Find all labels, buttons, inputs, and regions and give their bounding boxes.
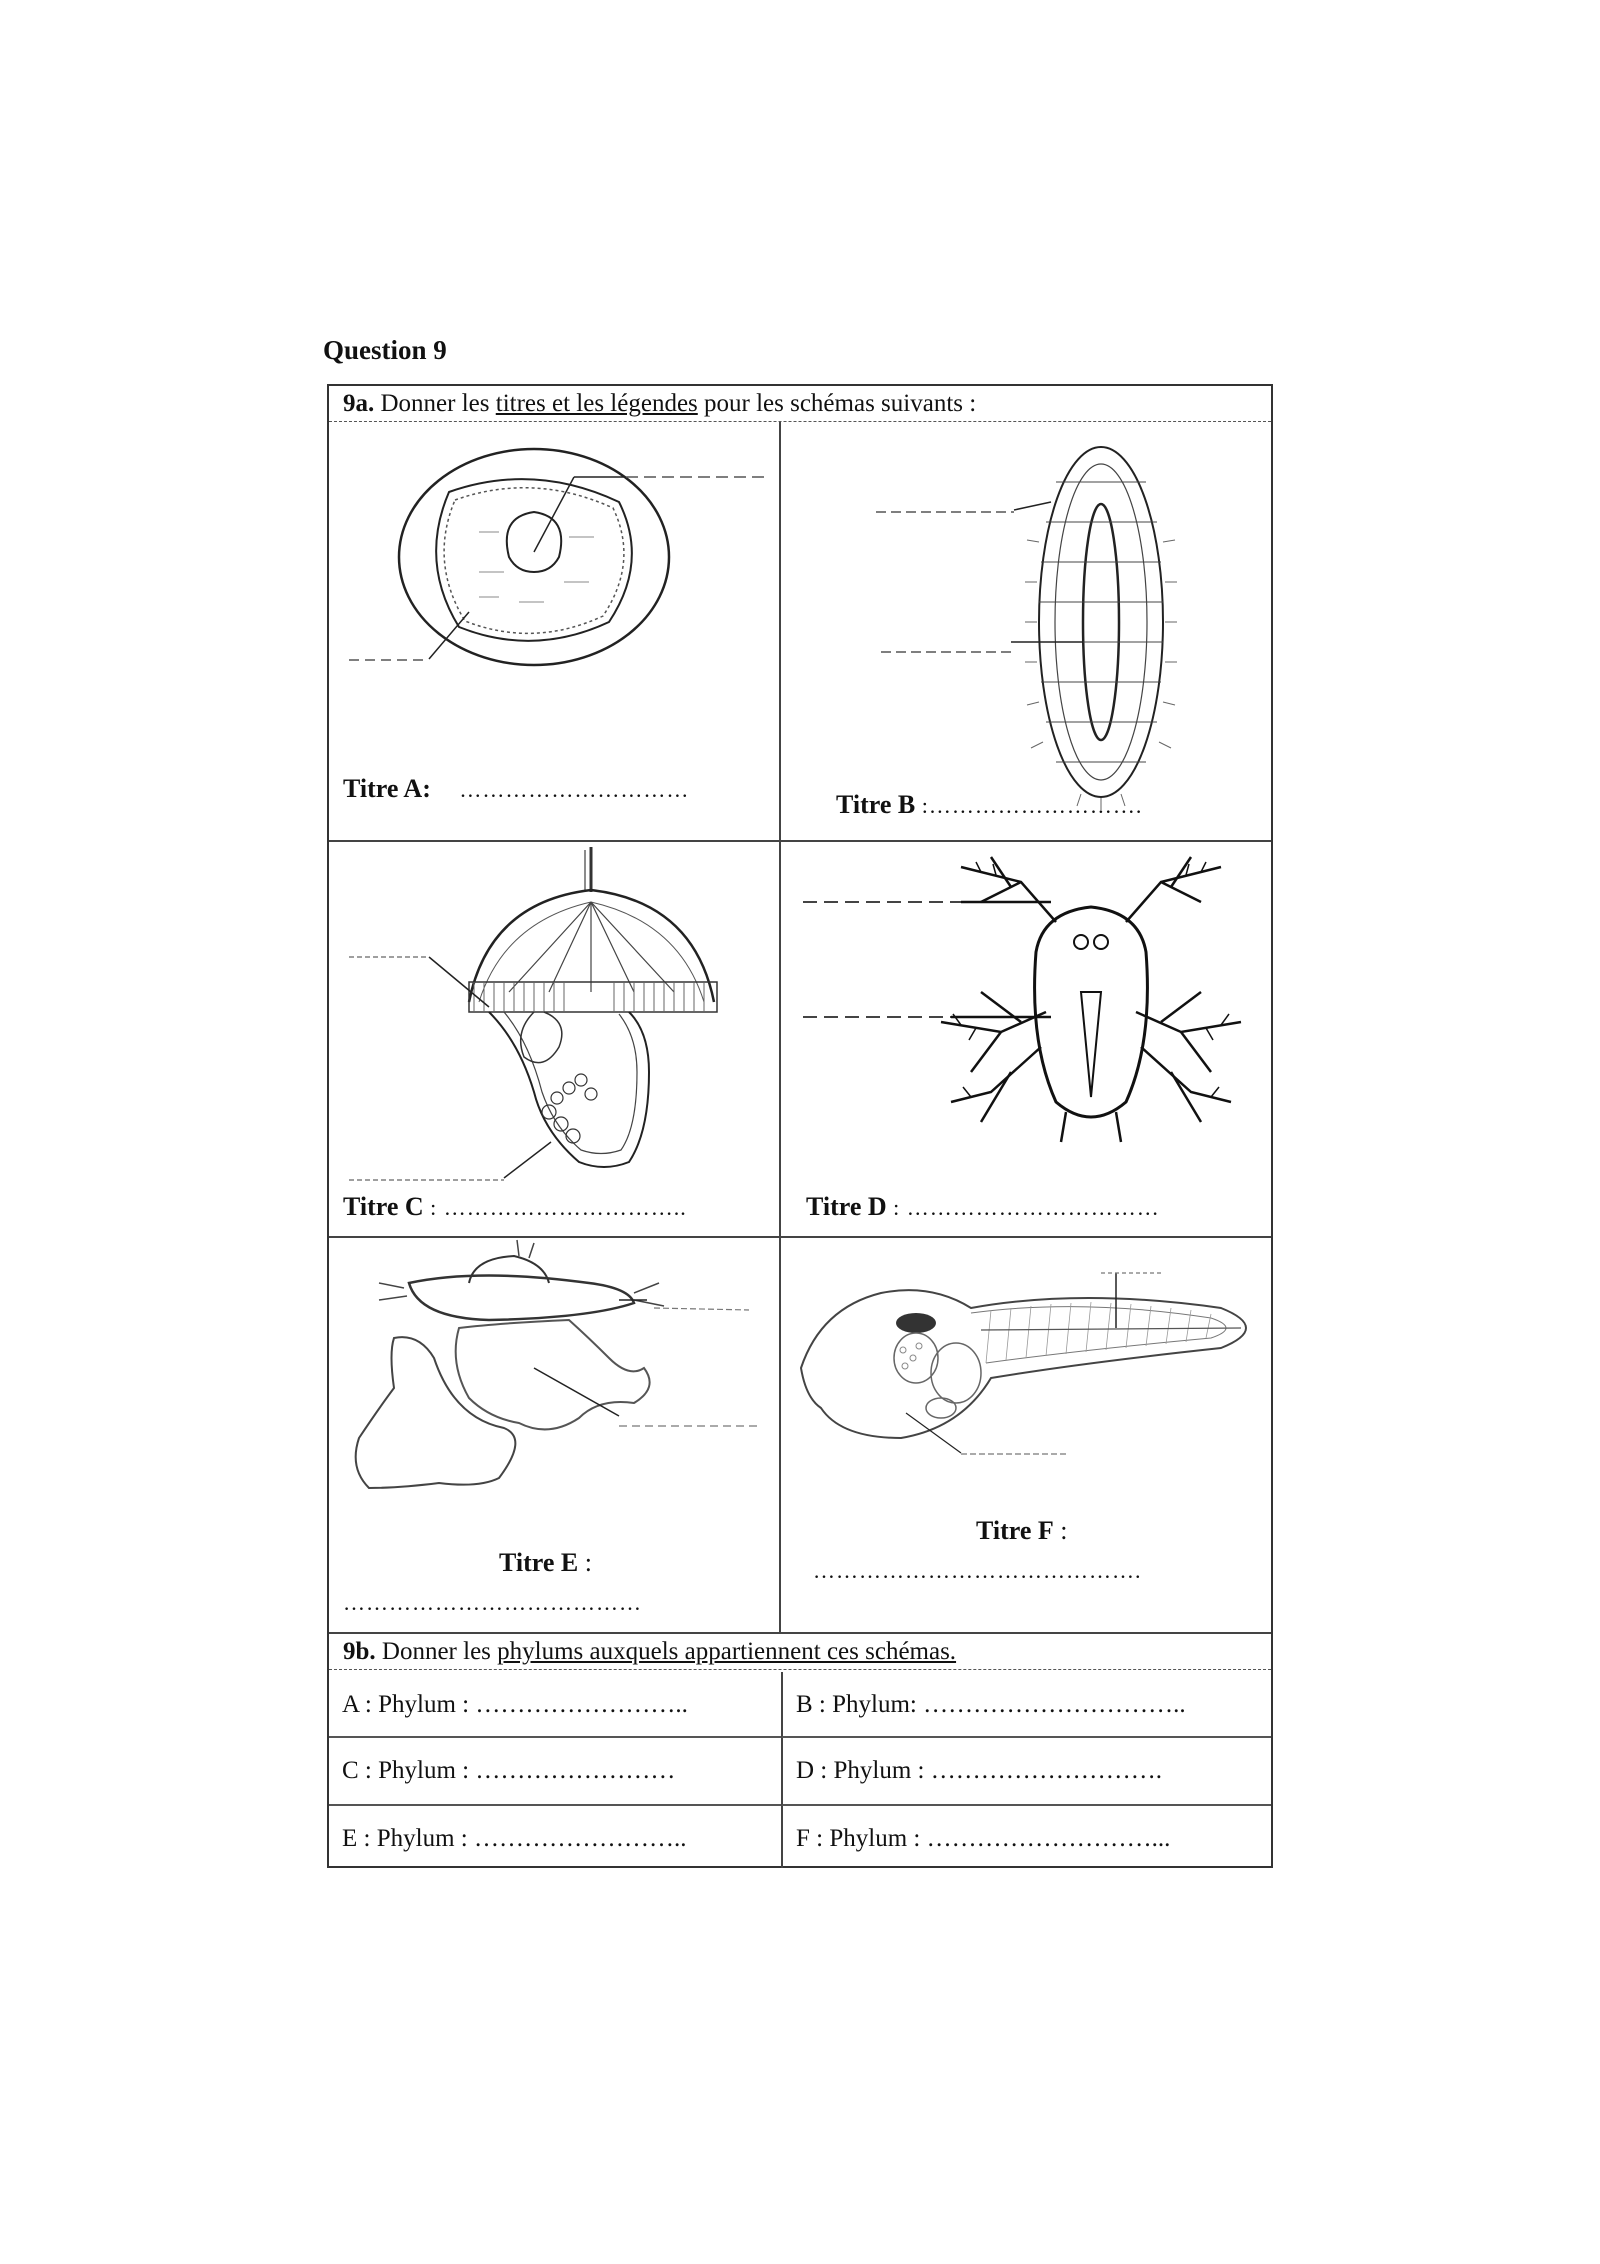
figure-d-answer-blank[interactable]: : ……………………………	[893, 1195, 1160, 1220]
part-b-label: 9b.	[343, 1638, 376, 1665]
figure-cell-b	[781, 422, 1271, 842]
part-a-text-underlined: titres et les légendes	[495, 390, 698, 417]
phylum-row-f[interactable]: F : Phylum : ………………………...	[781, 1806, 1271, 1868]
figure-c-drawing	[329, 842, 779, 1236]
figure-cell-d	[781, 842, 1271, 1238]
figure-a-title-label: Titre A:	[343, 774, 431, 803]
figure-d-drawing	[781, 842, 1269, 1236]
question-title: Question 9	[323, 335, 447, 365]
figure-cell-f	[781, 1238, 1271, 1634]
phylum-row-b[interactable]: B : Phylum: …………………………..	[781, 1672, 1271, 1738]
figure-b-title-label: Titre B	[836, 790, 916, 819]
phylum-row-d[interactable]: D : Phylum : ……………………….	[781, 1738, 1271, 1806]
figure-e-answer-blank[interactable]: …………………………………	[343, 1590, 642, 1615]
part-a-label: 9a.	[343, 390, 375, 417]
phylum-row-a[interactable]: A : Phylum : ……………………..	[329, 1672, 781, 1738]
question-frame	[327, 384, 1273, 1868]
figure-f-caption	[976, 1516, 1067, 1546]
part-b-text-underlined: phylums auxquels appartiennent ces schémas.	[497, 1638, 957, 1665]
phylum-row-e[interactable]: E : Phylum : ……………………..	[342, 1825, 687, 1852]
figure-f-title-label: Titre F	[976, 1516, 1054, 1545]
figure-d-caption	[806, 1192, 1160, 1222]
figure-c-answer-blank[interactable]: : …………………………..	[430, 1195, 687, 1220]
figure-e-caption	[499, 1548, 592, 1578]
part-a-text-start: Donner les	[380, 390, 496, 417]
figure-cell-a	[329, 422, 781, 842]
figure-b-drawing	[781, 422, 1269, 840]
figure-c-caption	[343, 1192, 687, 1222]
phylum-row-c[interactable]: C : Phylum : ……………………	[329, 1738, 781, 1806]
part-a-header	[329, 386, 1271, 422]
part-a-text-end: pour les schémas suivants :	[697, 390, 977, 417]
figure-f-colon: :	[1060, 1516, 1068, 1545]
figure-d-title-label: Titre D	[806, 1192, 887, 1221]
figure-cell-e	[329, 1238, 781, 1634]
part-b-text-start: Donner les	[381, 1638, 498, 1665]
figure-a-answer-blank[interactable]: …………………………	[459, 777, 690, 802]
figure-e-title-label: Titre E	[499, 1548, 579, 1577]
figure-cell-c	[329, 842, 781, 1238]
figure-c-title-label: Titre C	[343, 1192, 424, 1221]
figure-b-answer-blank[interactable]: :……………………….	[921, 793, 1143, 818]
figure-f-answer-blank[interactable]: …………………………………….	[813, 1558, 1142, 1583]
part-b-header	[329, 1634, 1271, 1670]
figure-b-caption	[836, 790, 1142, 820]
figure-e-colon: :	[584, 1548, 592, 1577]
figure-a-caption	[343, 774, 689, 804]
